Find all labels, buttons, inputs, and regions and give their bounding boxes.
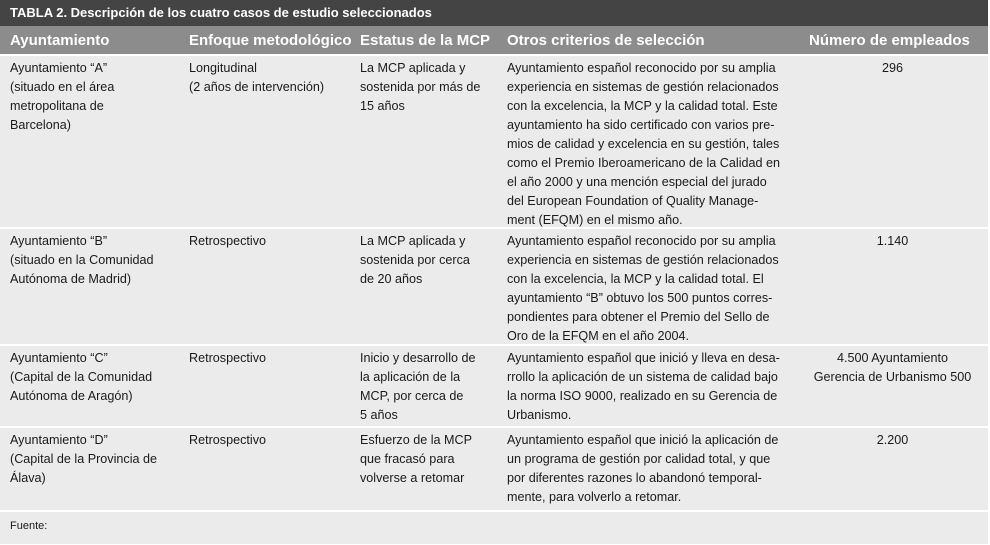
cell-empleados: 296 xyxy=(881,61,903,75)
header-ayuntamiento: Ayuntamiento xyxy=(10,31,110,49)
table-header-row xyxy=(0,26,988,56)
cell-empleados: 1.140 xyxy=(876,234,909,248)
cell-estatus: Esfuerzo de la MCP que fracasó para volverse a retomar xyxy=(360,433,472,485)
table-source-note: Fuente: xyxy=(10,520,48,532)
table-row xyxy=(0,56,988,229)
cell-ayuntamiento: Ayuntamiento “D” (Capital de la Provincia de Álava) xyxy=(10,433,158,485)
cell-criterios: Ayuntamiento español que inició la aplicación de un programa de gestión por calidad total, y que por diferentes razones lo abandonó temporal- mente, para volverlo a retomar. xyxy=(507,433,779,504)
header-enfoque: Enfoque metodológico xyxy=(189,31,352,49)
cell-estatus: Inicio y desarrollo de la aplicación de la MCP, por cerca de 5 años xyxy=(360,351,476,422)
cell-criterios: Ayuntamiento español reconocido por su amplia experiencia en sistemas de gestión relacionados con la excelencia, la MCP y la calidad total. Este ayuntamiento ha sido certificado con varios pre- mios de calidad y excelencia en su gestión, tales como el Premio Iberoamericano de la Calidad en el año 2000 y una mención especial del jurado del European Foundation of Quality Manage- ment (EFQM) en el mismo año. xyxy=(507,61,781,227)
cell-ayuntamiento: Ayuntamiento “A” (situado en el área metropolitana de Barcelona) xyxy=(10,61,115,132)
header-estatus: Estatus de la MCP xyxy=(360,31,491,49)
cell-enfoque: Longitudinal (2 años de intervención) xyxy=(189,61,325,94)
cell-criterios: Ayuntamiento español que inició y lleva en desa- rrollo la aplicación de un sistema de calidad bajo la norma ISO 9000, realizado en su Gerencia de Urbanismo. xyxy=(507,351,780,422)
table-caption: TABLA 2. Descripción de los cuatro casos de estudio seleccionados xyxy=(0,0,988,26)
cell-enfoque: Retrospectivo xyxy=(189,351,266,365)
cell-estatus: La MCP aplicada y sostenida por más de 15 años xyxy=(360,61,481,113)
cell-empleados: 2.200 xyxy=(876,433,909,447)
cell-criterios: Ayuntamiento español reconocido por su amplia experiencia en sistemas de gestión relacionados con la excelencia, la MCP y la calidad total. El ayuntamiento “B” obtuvo los 500 puntos corres- pondientes para obtener el Premio del Sello de Oro de la EFQM en el año 2004. xyxy=(507,234,779,343)
table-row xyxy=(0,346,988,428)
header-empleados: Número de empleados xyxy=(809,31,970,49)
cell-enfoque: Retrospectivo xyxy=(189,433,266,447)
cell-enfoque: Retrospectivo xyxy=(189,234,266,248)
header-criterios: Otros criterios de selección xyxy=(507,31,705,49)
cell-ayuntamiento: Ayuntamiento “B” (situado en la Comunidad Autónoma de Madrid) xyxy=(10,234,154,286)
cell-ayuntamiento: Ayuntamiento “C” (Capital de la Comunidad Autónoma de Aragón) xyxy=(10,351,153,403)
table-row xyxy=(0,428,988,512)
cell-empleados: 4.500 Ayuntamiento Gerencia de Urbanismo 500 xyxy=(813,351,972,384)
table-row xyxy=(0,229,988,346)
cell-estatus: La MCP aplicada y sostenida por cerca de 20 años xyxy=(360,234,470,286)
